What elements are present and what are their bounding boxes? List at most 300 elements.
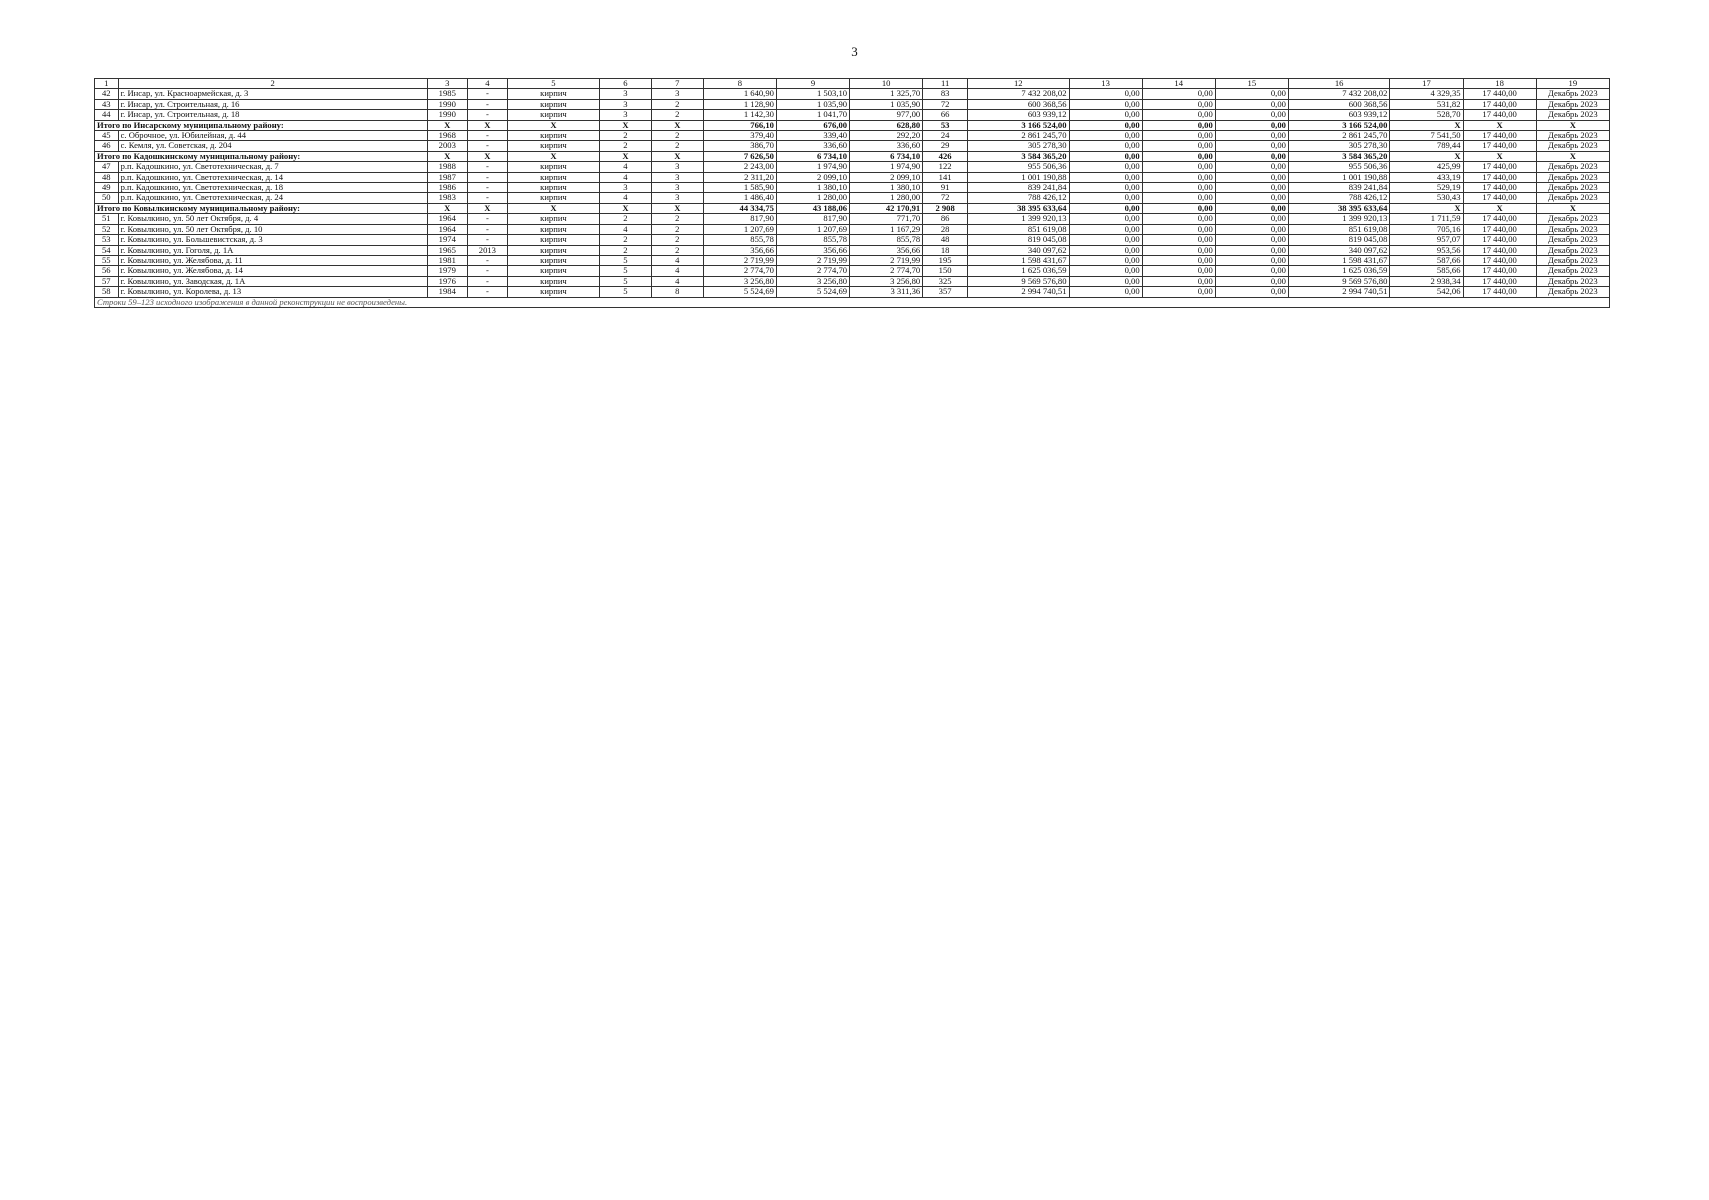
table-cell: X: [1536, 203, 1609, 213]
table-cell: X: [1463, 151, 1536, 161]
table-cell: 24: [923, 131, 968, 141]
table-cell: -: [467, 131, 507, 141]
table-cell: 2 719,99: [703, 255, 776, 265]
header-cell: 8: [703, 79, 776, 89]
table-cell: 3: [651, 183, 703, 193]
subtotal-label: Итого по Ковылкинскому муниципальному району:: [95, 203, 428, 213]
table-cell: 91: [923, 183, 968, 193]
table-cell: с. Оброчное, ул. Юбилейная, д. 44: [118, 131, 427, 141]
table-cell: 2013: [467, 245, 507, 255]
table-cell: 0,00: [1069, 141, 1142, 151]
page-number: 3: [851, 44, 858, 59]
table-cell: Декабрь 2023: [1536, 110, 1609, 120]
table-cell: 1988: [427, 162, 467, 172]
table-cell: 17 440,00: [1463, 193, 1536, 203]
table-cell: 2 774,70: [776, 266, 849, 276]
table-cell: 122: [923, 162, 968, 172]
table-cell: г. Ковылкино, ул. Королева, д. 13: [118, 287, 427, 297]
header-cell: 3: [427, 79, 467, 89]
header-cell: 14: [1142, 79, 1215, 89]
table-cell: 851 619,08: [1288, 224, 1389, 234]
table-cell: X: [467, 120, 507, 130]
table-cell: X: [651, 203, 703, 213]
table-cell: 2: [651, 99, 703, 109]
table-cell: 705,16: [1390, 224, 1463, 234]
table-cell: 0,00: [1069, 193, 1142, 203]
table-cell: 48: [923, 235, 968, 245]
table-cell: кирпич: [507, 287, 599, 297]
table-cell: 0,00: [1069, 203, 1142, 213]
table-cell: 0,00: [1069, 162, 1142, 172]
table-cell: г. Инсар, ул. Красноармейская, д. 3: [118, 89, 427, 99]
table-cell: 529,19: [1390, 183, 1463, 193]
table-header-row: [95, 79, 1610, 89]
table-cell: 0,00: [1215, 120, 1288, 130]
table-cell: X: [1390, 203, 1463, 213]
table-cell: 4: [599, 172, 651, 182]
subtotal-label: Итого по Инсарскому муниципальному району:: [95, 120, 428, 130]
table-cell: 1 380,10: [850, 183, 923, 193]
table-cell: 1 380,10: [776, 183, 849, 193]
table-cell: 3 584 365,20: [968, 151, 1069, 161]
table-cell: 0,00: [1069, 110, 1142, 120]
table-cell: 357: [923, 287, 968, 297]
table-cell: 0,00: [1142, 172, 1215, 182]
table-cell: 1968: [427, 131, 467, 141]
table-cell: 44 334,75: [703, 203, 776, 213]
table-cell: 7 541,50: [1390, 131, 1463, 141]
table-row: [95, 245, 1610, 255]
table-cell: 72: [923, 99, 968, 109]
table-cell: 1986: [427, 183, 467, 193]
table-cell: 2: [599, 141, 651, 151]
table-cell: 4: [651, 266, 703, 276]
table-cell: 0,00: [1142, 193, 1215, 203]
table-cell: 356,66: [850, 245, 923, 255]
table-cell: 379,40: [703, 131, 776, 141]
table-cell: X: [651, 151, 703, 161]
table-cell: г. Ковылкино, ул. Заводская, д. 1А: [118, 276, 427, 286]
header-cell: 12: [968, 79, 1069, 89]
header-cell: 5: [507, 79, 599, 89]
district-subtotal-row: [95, 203, 1610, 213]
header-cell: 10: [850, 79, 923, 89]
table-cell: 66: [923, 110, 968, 120]
table-cell: кирпич: [507, 276, 599, 286]
table-cell: X: [427, 151, 467, 161]
table-cell: 339,40: [776, 131, 849, 141]
table-cell: 3: [651, 172, 703, 182]
table-cell: 788 426,12: [1288, 193, 1389, 203]
header-cell: 16: [1288, 79, 1389, 89]
table-cell: 86: [923, 214, 968, 224]
table-cell: 17 440,00: [1463, 89, 1536, 99]
table-cell: 0,00: [1142, 276, 1215, 286]
header-cell: 19: [1536, 79, 1609, 89]
table-cell: р.п. Кадошкино, ул. Светотехническая, д. 18: [118, 183, 427, 193]
table-cell: 1 640,90: [703, 89, 776, 99]
table-cell: 0,00: [1142, 235, 1215, 245]
table-cell: Декабрь 2023: [1536, 89, 1609, 99]
table-cell: 336,60: [776, 141, 849, 151]
table-cell: X: [1536, 151, 1609, 161]
table-cell: р.п. Кадошкино, ул. Светотехническая, д. 24: [118, 193, 427, 203]
table-cell: 0,00: [1142, 255, 1215, 265]
table-cell: 600 368,56: [968, 99, 1069, 109]
header-cell: 9: [776, 79, 849, 89]
table-cell: 0,00: [1215, 162, 1288, 172]
table-cell: Декабрь 2023: [1536, 141, 1609, 151]
table-cell: 0,00: [1215, 255, 1288, 265]
omitted-note-cell: Строки 59–123 исходного изображения в данной реконструкции не воспроизведены.: [95, 297, 1610, 307]
table-cell: 2 719,99: [850, 255, 923, 265]
table-cell: 0,00: [1142, 110, 1215, 120]
table-cell: 43 188,06: [776, 203, 849, 213]
table-cell: 6 734,10: [776, 151, 849, 161]
table-cell: 603 939,12: [968, 110, 1069, 120]
table-cell: -: [467, 276, 507, 286]
table-cell: 2 774,70: [703, 266, 776, 276]
table-cell: 1 974,90: [850, 162, 923, 172]
table-cell: -: [467, 99, 507, 109]
table-cell: г. Ковылкино, ул. 50 лет Октября, д. 4: [118, 214, 427, 224]
table-cell: 46: [95, 141, 119, 151]
table-cell: 3: [599, 99, 651, 109]
table-cell: 49: [95, 183, 119, 193]
header-cell: 18: [1463, 79, 1536, 89]
table-cell: 0,00: [1215, 224, 1288, 234]
table-cell: 1 035,90: [776, 99, 849, 109]
table-cell: 426: [923, 151, 968, 161]
table-cell: 3: [651, 89, 703, 99]
table-cell: 542,06: [1390, 287, 1463, 297]
table-cell: 0,00: [1215, 276, 1288, 286]
table-cell: -: [467, 214, 507, 224]
table-cell: 17 440,00: [1463, 183, 1536, 193]
table-cell: 0,00: [1069, 224, 1142, 234]
header-cell: 1: [95, 79, 119, 89]
table-cell: Декабрь 2023: [1536, 99, 1609, 109]
table-cell: 4: [651, 276, 703, 286]
table-cell: 43: [95, 99, 119, 109]
table-cell: 788 426,12: [968, 193, 1069, 203]
district-subtotal-row: [95, 120, 1610, 130]
table-cell: 0,00: [1215, 193, 1288, 203]
table-cell: г. Инсар, ул. Строительная, д. 18: [118, 110, 427, 120]
table-cell: 0,00: [1215, 287, 1288, 297]
header-cell: 15: [1215, 79, 1288, 89]
table-cell: 1 399 920,13: [1288, 214, 1389, 224]
table-cell: 819 045,08: [1288, 235, 1389, 245]
table-cell: 2: [651, 245, 703, 255]
table-cell: 42: [95, 89, 119, 99]
table-cell: -: [467, 235, 507, 245]
table-cell: 1 280,00: [776, 193, 849, 203]
table-cell: 2: [651, 214, 703, 224]
table-cell: 4: [599, 224, 651, 234]
table-cell: 83: [923, 89, 968, 99]
table-cell: 839 241,84: [968, 183, 1069, 193]
table-cell: 386,70: [703, 141, 776, 151]
table-cell: 2: [599, 131, 651, 141]
table-cell: р.п. Кадошкино, ул. Светотехническая, д. 7: [118, 162, 427, 172]
table-cell: 2 994 740,51: [968, 287, 1069, 297]
table-cell: 3 256,80: [776, 276, 849, 286]
table-cell: 3: [651, 162, 703, 172]
table-cell: кирпич: [507, 99, 599, 109]
table-cell: 2 099,10: [850, 172, 923, 182]
table-cell: 0,00: [1215, 172, 1288, 182]
table-cell: 0,00: [1142, 99, 1215, 109]
table-cell: 1965: [427, 245, 467, 255]
table-cell: кирпич: [507, 131, 599, 141]
table-cell: 1 325,70: [850, 89, 923, 99]
table-cell: 9 569 576,80: [968, 276, 1069, 286]
table-cell: 2: [599, 245, 651, 255]
table-cell: 1 167,29: [850, 224, 923, 234]
table-cell: 0,00: [1069, 89, 1142, 99]
table-cell: 766,10: [703, 120, 776, 130]
table-cell: г. Ковылкино, ул. Большевистская, д. 3: [118, 235, 427, 245]
table-cell: X: [599, 120, 651, 130]
table-cell: 17 440,00: [1463, 235, 1536, 245]
table-cell: 0,00: [1069, 131, 1142, 141]
table-cell: 17 440,00: [1463, 162, 1536, 172]
table-cell: 1990: [427, 110, 467, 120]
table-cell: 3 256,80: [850, 276, 923, 286]
table-cell: 0,00: [1142, 151, 1215, 161]
table-cell: -: [467, 255, 507, 265]
table-cell: 433,19: [1390, 172, 1463, 182]
table-cell: 6 734,10: [850, 151, 923, 161]
table-cell: 0,00: [1142, 287, 1215, 297]
table-cell: 0,00: [1215, 131, 1288, 141]
table-cell: 195: [923, 255, 968, 265]
table-cell: 2: [599, 214, 651, 224]
table-cell: Декабрь 2023: [1536, 224, 1609, 234]
table-cell: 2 938,34: [1390, 276, 1463, 286]
table-cell: 0,00: [1069, 172, 1142, 182]
table-cell: 17 440,00: [1463, 214, 1536, 224]
table-cell: 0,00: [1215, 235, 1288, 245]
table-cell: 3 166 524,00: [968, 120, 1069, 130]
table-cell: 44: [95, 110, 119, 120]
table-cell: 8: [651, 287, 703, 297]
table-cell: 2 243,00: [703, 162, 776, 172]
table-cell: 1 598 431,67: [968, 255, 1069, 265]
table-cell: 356,66: [703, 245, 776, 255]
table-cell: 0,00: [1215, 214, 1288, 224]
table-cell: 2 774,70: [850, 266, 923, 276]
table-cell: 1976: [427, 276, 467, 286]
table-cell: 4 329,35: [1390, 89, 1463, 99]
table-cell: Декабрь 2023: [1536, 245, 1609, 255]
table-cell: 48: [95, 172, 119, 182]
table-cell: 1 001 190,88: [1288, 172, 1389, 182]
table-cell: кирпич: [507, 172, 599, 182]
table-cell: 2 719,99: [776, 255, 849, 265]
omitted-rows-note: [95, 297, 1610, 307]
table-cell: -: [467, 162, 507, 172]
table-cell: 0,00: [1215, 266, 1288, 276]
table-cell: кирпич: [507, 183, 599, 193]
table-cell: -: [467, 266, 507, 276]
table-cell: 2: [651, 110, 703, 120]
table-row: [95, 89, 1610, 99]
table-cell: 1 280,00: [850, 193, 923, 203]
table-cell: 17 440,00: [1463, 141, 1536, 151]
table-cell: 977,00: [850, 110, 923, 120]
table-cell: 676,00: [776, 120, 849, 130]
table-cell: 0,00: [1069, 266, 1142, 276]
table-cell: -: [467, 224, 507, 234]
table-cell: 53: [95, 235, 119, 245]
table-cell: 5: [599, 255, 651, 265]
table-cell: 7 432 208,02: [1288, 89, 1389, 99]
table-cell: 17 440,00: [1463, 276, 1536, 286]
table-cell: 1985: [427, 89, 467, 99]
table-row: [95, 193, 1610, 203]
table-cell: 0,00: [1142, 141, 1215, 151]
table-cell: X: [467, 203, 507, 213]
header-cell: 11: [923, 79, 968, 89]
table-cell: 5: [599, 266, 651, 276]
table-cell: 1974: [427, 235, 467, 245]
table-row: [95, 183, 1610, 193]
table-cell: 628,80: [850, 120, 923, 130]
table-cell: 0,00: [1215, 99, 1288, 109]
table-cell: 1 625 036,59: [968, 266, 1069, 276]
table-row: [95, 266, 1610, 276]
table-cell: 957,07: [1390, 235, 1463, 245]
table-cell: 600 368,56: [1288, 99, 1389, 109]
table-cell: 292,20: [850, 131, 923, 141]
table-cell: 0,00: [1142, 203, 1215, 213]
table-cell: 851 619,08: [968, 224, 1069, 234]
table-cell: 56: [95, 266, 119, 276]
table-cell: X: [507, 151, 599, 161]
table-cell: -: [467, 110, 507, 120]
table-cell: 4: [599, 193, 651, 203]
table-cell: 17 440,00: [1463, 224, 1536, 234]
table-cell: 0,00: [1215, 203, 1288, 213]
table-cell: Декабрь 2023: [1536, 287, 1609, 297]
table-cell: кирпич: [507, 255, 599, 265]
table-cell: Декабрь 2023: [1536, 214, 1609, 224]
table-cell: 2 861 245,70: [1288, 131, 1389, 141]
table-cell: 0,00: [1142, 89, 1215, 99]
table-cell: -: [467, 89, 507, 99]
table-cell: 4: [651, 255, 703, 265]
table-cell: 305 278,30: [1288, 141, 1389, 151]
table-cell: 3 311,36: [850, 287, 923, 297]
table-cell: 340 097,62: [968, 245, 1069, 255]
table-cell: 0,00: [1142, 224, 1215, 234]
header-cell: 6: [599, 79, 651, 89]
table-cell: -: [467, 172, 507, 182]
table-cell: X: [507, 120, 599, 130]
table-cell: 3: [651, 193, 703, 203]
table-cell: X: [1536, 120, 1609, 130]
table-cell: 2: [651, 224, 703, 234]
table-cell: г. Ковылкино, ул. Гоголя, д. 1А: [118, 245, 427, 255]
table-cell: 817,90: [776, 214, 849, 224]
table-cell: 29: [923, 141, 968, 151]
table-cell: 336,60: [850, 141, 923, 151]
table-cell: -: [467, 183, 507, 193]
table-cell: 3 256,80: [703, 276, 776, 286]
table-cell: 0,00: [1215, 183, 1288, 193]
table-cell: 531,82: [1390, 99, 1463, 109]
table-cell: 5: [599, 276, 651, 286]
housing-register-table: [94, 78, 1610, 308]
header-cell: 4: [467, 79, 507, 89]
table-cell: 47: [95, 162, 119, 172]
table-cell: 53: [923, 120, 968, 130]
table-cell: 1 001 190,88: [968, 172, 1069, 182]
table-cell: 3: [599, 89, 651, 99]
table-cell: Декабрь 2023: [1536, 276, 1609, 286]
table-cell: кирпич: [507, 235, 599, 245]
table-cell: 0,00: [1069, 99, 1142, 109]
table-cell: 58: [95, 287, 119, 297]
table-cell: 1 041,70: [776, 110, 849, 120]
table-cell: 819 045,08: [968, 235, 1069, 245]
table-cell: 18: [923, 245, 968, 255]
table-cell: 953,56: [1390, 245, 1463, 255]
table-cell: 57: [95, 276, 119, 286]
table-cell: X: [1390, 151, 1463, 161]
table-cell: 17 440,00: [1463, 99, 1536, 109]
table-cell: 17 440,00: [1463, 172, 1536, 182]
subtotal-label: Итого по Кадошкинскому муниципальному району:: [95, 151, 428, 161]
table-cell: 1 598 431,67: [1288, 255, 1389, 265]
table-cell: 2 994 740,51: [1288, 287, 1389, 297]
table-cell: 5 524,69: [776, 287, 849, 297]
table-row: [95, 224, 1610, 234]
table-cell: 1 503,10: [776, 89, 849, 99]
table-cell: 0,00: [1069, 235, 1142, 245]
table-cell: 50: [95, 193, 119, 203]
table-cell: 2: [599, 235, 651, 245]
table-row: [95, 172, 1610, 182]
table-cell: 7 626,50: [703, 151, 776, 161]
table-cell: 141: [923, 172, 968, 182]
table-cell: -: [467, 141, 507, 151]
table-cell: 2 099,10: [776, 172, 849, 182]
table-cell: кирпич: [507, 224, 599, 234]
table-cell: 9 569 576,80: [1288, 276, 1389, 286]
table-cell: X: [1390, 120, 1463, 130]
table-cell: 1979: [427, 266, 467, 276]
table-cell: 2: [651, 131, 703, 141]
table-cell: 42 170,91: [850, 203, 923, 213]
table-row: [95, 162, 1610, 172]
table-cell: кирпич: [507, 162, 599, 172]
table-cell: 28: [923, 224, 968, 234]
table-cell: Декабрь 2023: [1536, 235, 1609, 245]
table-cell: 528,70: [1390, 110, 1463, 120]
table-cell: -: [467, 193, 507, 203]
table-cell: 1 486,40: [703, 193, 776, 203]
table-cell: 3: [599, 183, 651, 193]
table-cell: X: [599, 203, 651, 213]
table-cell: 325: [923, 276, 968, 286]
table-cell: 150: [923, 266, 968, 276]
table-cell: Декабрь 2023: [1536, 183, 1609, 193]
table-cell: 54: [95, 245, 119, 255]
table-cell: 955 506,36: [1288, 162, 1389, 172]
